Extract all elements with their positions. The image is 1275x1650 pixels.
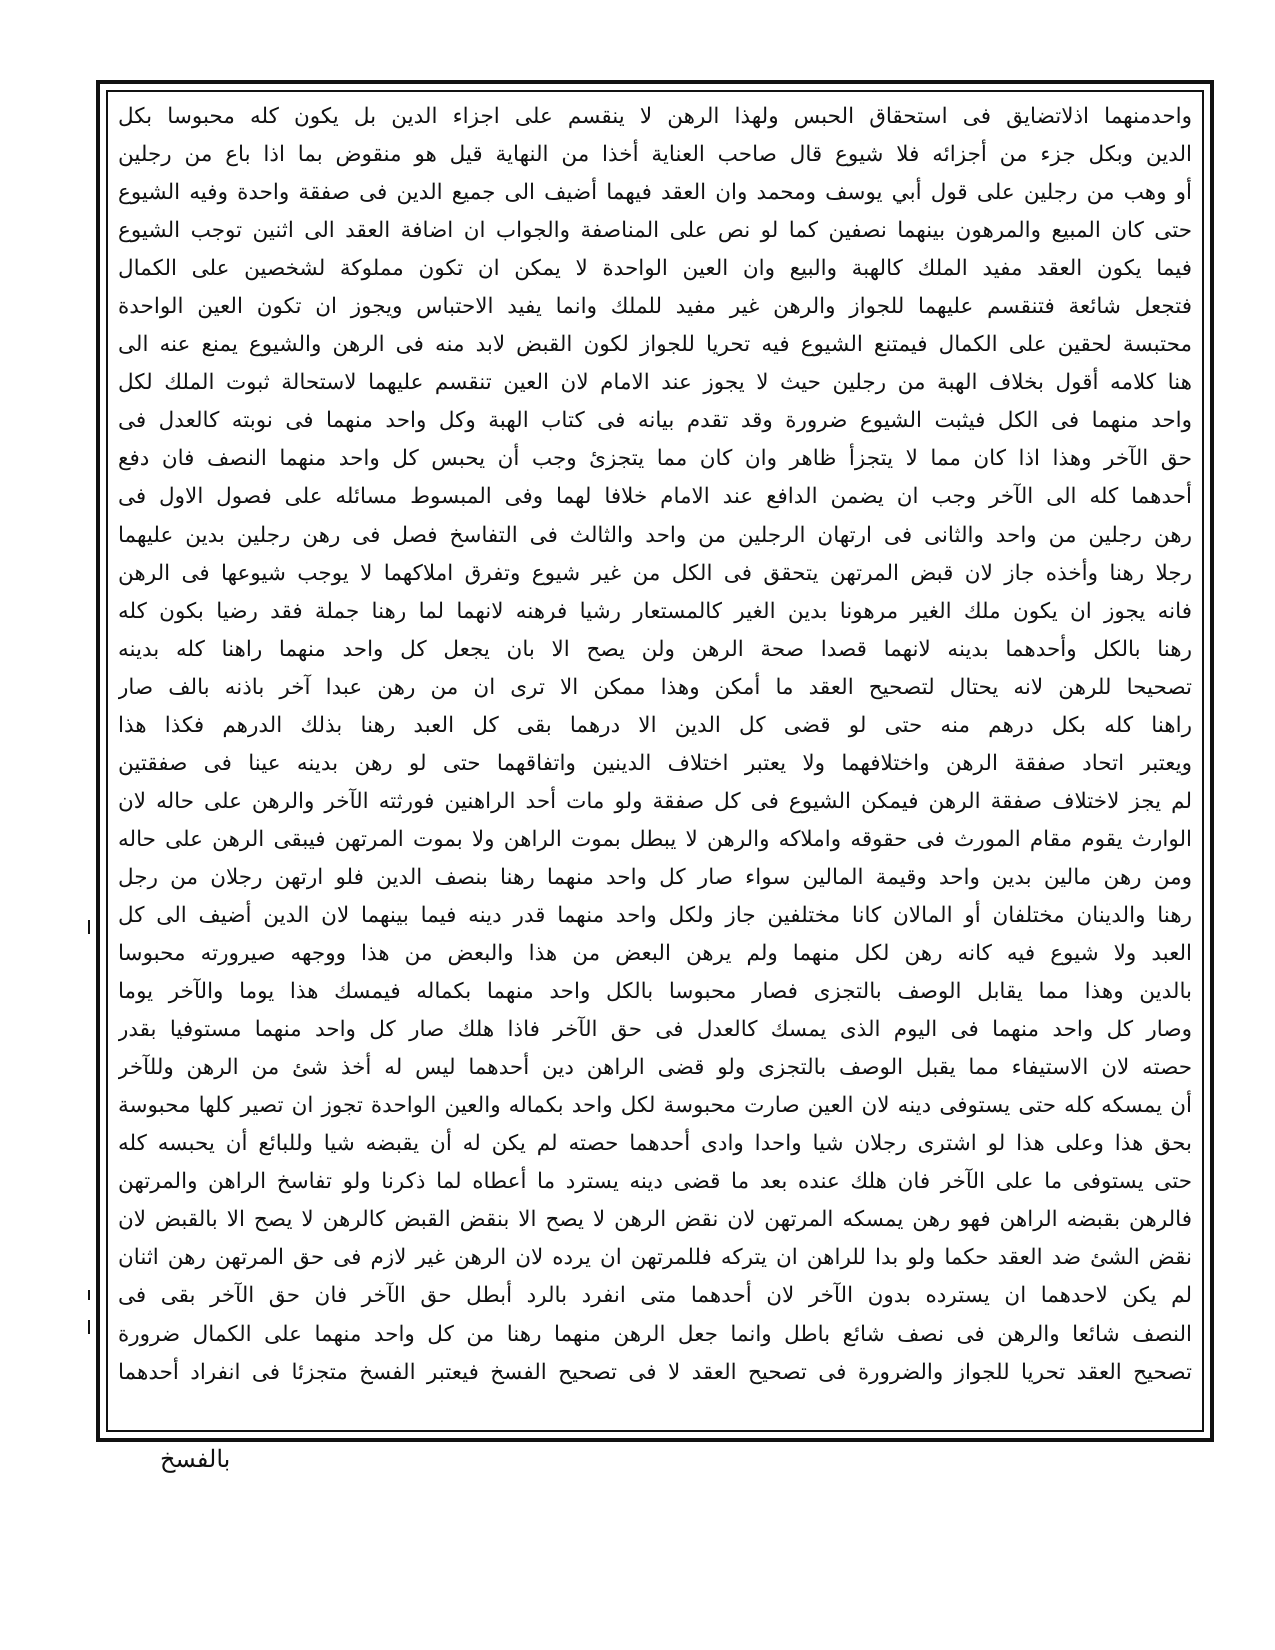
text-line: ومن رهن مالين بدين واحد وقيمة المالين سواء صار كل واحد منهما رهنا بنصف الدين فلو ارتهن رجلان من رجل [118, 864, 1192, 890]
text-line: فالرهن بقبضه الراهن فهو رهن يمسكه المرتهن لان نقض الرهن لا يصح الا بنقض القبض كالرهن لا يصح الا بالقبض لان [118, 1207, 1192, 1233]
text-line: تصحيح العقد تحريا للجواز والضرورة فى تصحيح العقد لا فى تصحيح الفسخ فيعتبر الفسخ متجزئا فى انفراد أحدهما [118, 1359, 1192, 1385]
margin-mark [88, 1320, 90, 1334]
text-line: العبد ولا شيوع فيه كانه رهن لكل منهما ولم يرهن البعض من هذا والبعض من هذا ووجهه صيرورته محبوسا [118, 941, 1192, 967]
text-line: رهنا والدينان مختلفان أو المالان كانا مختلفين جاز ولكل واحد منهما قدر دينه فيما بينهما لان الدين أضيف الى كل [118, 902, 1192, 928]
text-line: بحق هذا وعلى هذا لو اشترى رجلان شيا واحدا وادى أحدهما حصته لم يكن له أن يقبضه شيا وللبائع أن يحبسه كله [118, 1131, 1192, 1157]
text-line: النصف شائعا والرهن فى نصف شائع باطل وانما جعل الرهن منهما رهنا من كل واحد منهما على الكمال ضرورة [118, 1321, 1192, 1347]
text-line: وصار كل واحد منهما فى اليوم الذى يمسك كالعدل فى حق الآخر فاذا هلك صار كل واحد منهما مستوفيا بقدر [118, 1017, 1192, 1043]
text-line: رهنا بالكل وأحدهما بدينه لانهما قصدا صحة الرهن ولن يصح الا بان يجعل كل واحد منهما راهنا كله بدينه [118, 636, 1192, 662]
text-line: تصحيحا للرهن لانه يحتال لتصحيح العقد ما أمكن وهذا ممكن الا ترى ان من رهن عبدا آخر باذنه بالف صار [118, 674, 1192, 700]
text-line: نقض الشئ ضد العقد حكما ولو بدا للراهن ان يتركه فللمرتهن ان يرده لان الرهن غير لازم فى حق المرتهن رهن اثنان [118, 1245, 1192, 1271]
text-line: حتى يستوفى ما على الآخر فان هلك عنده بعد ما قضى دينه يسترد ما أعطاه لما ذكرنا ولو تفاسخ الراهن والمرتهن [118, 1169, 1192, 1195]
text-line: أن يمسكه كله حتى يستوفى دينه لان العين صارت محبوسة لكل واحد بكماله والعين الواحدة تجوز ان تصير كلها محبوسة [118, 1093, 1192, 1119]
text-line: الوارث يقوم مقام المورث فى حقوقه واملاكه والرهن لا يبطل بموت الراهن ولا بموت المرتهن فيبقى الرهن على حاله [118, 826, 1192, 852]
text-line: فيما يكون العقد مفيد الملك كالهبة والبيع وان العين الواحدة لا يمكن ان تكون مملوكة لشخصين على الكمال [118, 256, 1192, 282]
text-line: أو وهب من رجلين على قول أبي يوسف ومحمد وان العقد فيهما أضيف الى جميع الدين فى صفقة واحدة وفيه الشيوع [118, 180, 1192, 206]
margin-mark [88, 920, 90, 934]
text-line: أحدهما كله الى الآخر وجب ان يضمن الدافع عند الامام خلافا لهما وفى المبسوط مسائله على فصول الاول فى [118, 484, 1192, 510]
text-line: راهنا كله بكل درهم منه حتى لو قضى كل الدين الا درهما بقى كل العبد رهنا بذلك الدرهم فكذا هذا [118, 712, 1192, 738]
text-line [118, 1392, 1192, 1430]
text-line: فتجعل شائعة فتنقسم عليهما للجواز والرهن غير مفيد للملك وانما يفيد الاحتباس ويجوز ان تكون العين الواحدة [118, 294, 1192, 320]
text-line: لم يجز لاختلاف صفقة الرهن فيمكن الشيوع فى كل صفقة ولو مات أحد الراهنين فورثته الآخر والرهن على حاله لان [118, 788, 1192, 814]
text-line: حتى كان المبيع والمرهون بينهما نصفين كما لو نص على المناصفة والجواب ان اضافة العقد الى اثنين توجب الشيوع [118, 218, 1192, 244]
text-line: حصته لان الاستيفاء مما يقبل الوصف بالتجزى ولو قضى الراهن دين أحدهما ليس له أخذ شئ من الرهن وللآخر [118, 1055, 1192, 1081]
text-line: رهن رجلين من واحد والثانى فى ارتهان الرجلين من واحد والثالث فى التفاسخ فصل فى رهن رجلين بدين عليهما [118, 522, 1192, 548]
text-line: واحد منهما فى الكل فيثبت الشيوع ضرورة وقد تقدم بيانه فى كتاب الهبة وكل واحد منهما فى نوبته كالعدل فى [118, 408, 1192, 434]
text-line: فانه يجوز ان يكون ملك الغير مرهونا بدين الغير كالمستعار رشيا فرهنه لانهما لما رهنا جملة فقد رضيا بكون كله [118, 598, 1192, 624]
text-line: ويعتبر اتحاد صفقة الرهن واختلافهما ولا يعتبر اختلاف الدينين واتفاقهما حتى لو رهن بدينه عينا فى صفقتين [118, 750, 1192, 776]
text-line: رجلا رهنا وأخذه جاز لان قبض المرتهن يتحقق فى الكل من غير شيوع وتفرق املاكهما لا يوجب شيوعها فى الرهن [118, 560, 1192, 586]
text-line: الدين وبكل جزء من أجزائه فلا شيوع قال صاحب العناية أخذا من النهاية قيل هو منقوض بما اذا باع من رجلين [118, 142, 1192, 168]
text-line: بالدين وهذا مما يقابل الوصف بالتجزى فصار محبوسا بالكل واحد منهما بكماله فيمسك هذا يوما والآخر يوما [118, 979, 1192, 1005]
text-line: محتبسة لحقين على الكمال فيمتنع الشيوع فيه تحريا للجواز لكون القبض لابد منه فى الرهن والشيوع يمنع عنه الى [118, 332, 1192, 358]
text-line: هنا كلامه أقول بخلاف الهبة من رجلين حيث لا يجوز عند الامام لان العين تنقسم عليهما لاستحالة ثبوت الملك لكل [118, 370, 1192, 396]
catchword: بالفسخ [160, 1445, 231, 1473]
margin-mark [88, 1290, 90, 1300]
text-line: لم يكن لاحدهما ان يسترده بدون الآخر لان أحدهما متى انفرد بالرد أبطل حق الآخر فان حق الآخر بقى فى [118, 1283, 1192, 1309]
text-line: حق الآخر وهذا اذا كان مما لا يتجزأ ظاهر وان كان مما يتجزئ وجب أن يحبس كل واحد منهما النصف فان دفع [118, 446, 1192, 472]
manuscript-text-block [118, 98, 1192, 1430]
text-line: واحدمنهما اذلاتضايق فى استحقاق الحبس ولهذا الرهن لا ينقسم على اجزاء الدين بل يكون كله محبوسا بكل [118, 104, 1192, 129]
